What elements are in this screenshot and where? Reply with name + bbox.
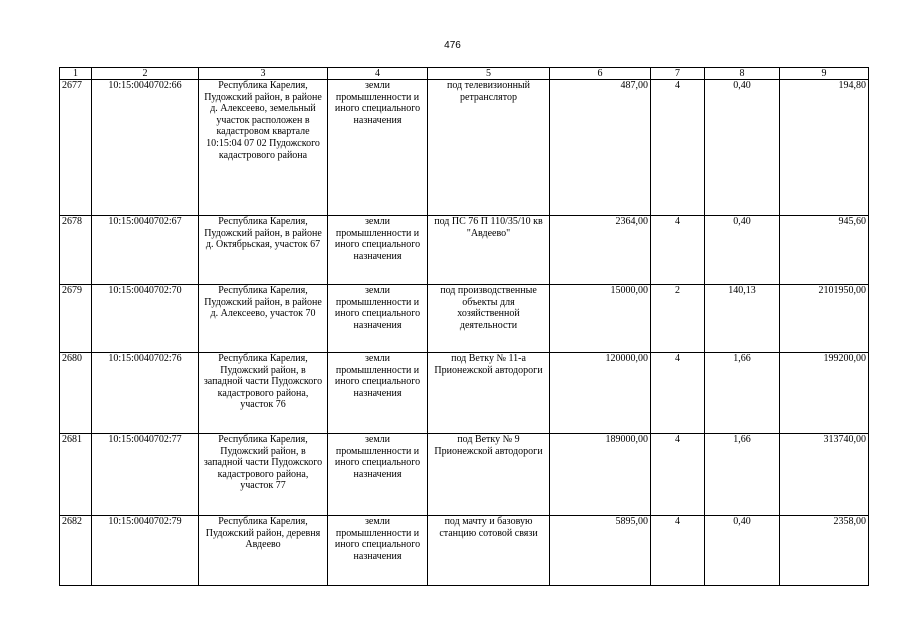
area: 189000,00 (550, 434, 651, 516)
land-category: земли промышленности и иного специального назначения (328, 434, 428, 516)
page-number: 476 (444, 40, 461, 51)
column-8-value: 140,13 (705, 285, 780, 353)
column-header-5: 5 (428, 68, 550, 80)
column-header-1: 1 (60, 68, 92, 80)
cadastral-number: 10:15:0040702:67 (92, 216, 199, 285)
permitted-use: под телевизионный ретранслятор (428, 80, 550, 216)
cadastral-number: 10:15:0040702:79 (92, 516, 199, 586)
row-number: 2681 (60, 434, 92, 516)
area: 15000,00 (550, 285, 651, 353)
column-7-value: 4 (651, 216, 705, 285)
table-row (60, 516, 869, 586)
column-8-value: 0,40 (705, 216, 780, 285)
land-category: земли промышленности и иного специального назначения (328, 516, 428, 586)
area: 120000,00 (550, 353, 651, 434)
column-7-value: 4 (651, 80, 705, 216)
column-8-value: 1,66 (705, 353, 780, 434)
column-header-3: 3 (199, 68, 328, 80)
column-8-value: 1,66 (705, 434, 780, 516)
column-header-7: 7 (651, 68, 705, 80)
column-9-value: 313740,00 (780, 434, 869, 516)
column-9-value: 2358,00 (780, 516, 869, 586)
row-number: 2679 (60, 285, 92, 353)
row-number: 2680 (60, 353, 92, 434)
table-row (60, 216, 869, 285)
column-7-value: 4 (651, 434, 705, 516)
permitted-use: под Ветку № 11-а Прионежской автодороги (428, 353, 550, 434)
column-8-value: 0,40 (705, 516, 780, 586)
column-9-value: 194,80 (780, 80, 869, 216)
land-registry-table (59, 67, 869, 586)
address: Республика Карелия, Пудожский район, в районе д. Алексеево, участок 70 (199, 285, 328, 353)
row-number: 2677 (60, 80, 92, 216)
table-row (60, 80, 869, 216)
address: Республика Карелия, Пудожский район, в районе д. Октябрьская, участок 67 (199, 216, 328, 285)
permitted-use: под Ветку № 9 Прионежской автодороги (428, 434, 550, 516)
area: 487,00 (550, 80, 651, 216)
permitted-use: под мачту и базовую станцию сотовой связи (428, 516, 550, 586)
column-7-value: 4 (651, 353, 705, 434)
cadastral-number: 10:15:0040702:66 (92, 80, 199, 216)
land-category: земли промышленности и иного специального назначения (328, 353, 428, 434)
address: Республика Карелия, Пудожский район, в районе д. Алексеево, земельный участок расположен в кадастровом квартале 10:15:04 07 02 Пудожского кадастрового района (199, 80, 328, 216)
land-category: земли промышленности и иного специального назначения (328, 285, 428, 353)
column-7-value: 2 (651, 285, 705, 353)
column-9-value: 2101950,00 (780, 285, 869, 353)
header-row (60, 68, 869, 80)
column-9-value: 199200,00 (780, 353, 869, 434)
column-header-2: 2 (92, 68, 199, 80)
column-9-value: 945,60 (780, 216, 869, 285)
land-category: земли промышленности и иного специального назначения (328, 80, 428, 216)
row-number: 2678 (60, 216, 92, 285)
cadastral-number: 10:15:0040702:70 (92, 285, 199, 353)
area: 2364,00 (550, 216, 651, 285)
column-7-value: 4 (651, 516, 705, 586)
column-header-6: 6 (550, 68, 651, 80)
table-row (60, 353, 869, 434)
table-row (60, 285, 869, 353)
land-category: земли промышленности и иного специального назначения (328, 216, 428, 285)
address: Республика Карелия, Пудожский район, в западной части Пудожского кадастрового района, участок 76 (199, 353, 328, 434)
column-8-value: 0,40 (705, 80, 780, 216)
row-number: 2682 (60, 516, 92, 586)
address: Республика Карелия, Пудожский район, деревня Авдеево (199, 516, 328, 586)
column-header-4: 4 (328, 68, 428, 80)
cadastral-number: 10:15:0040702:77 (92, 434, 199, 516)
permitted-use: под производственные объекты для хозяйственной деятельности (428, 285, 550, 353)
table-row (60, 434, 869, 516)
cadastral-number: 10:15:0040702:76 (92, 353, 199, 434)
area: 5895,00 (550, 516, 651, 586)
permitted-use: под ПС 76 П 110/35/10 кв "Авдеево" (428, 216, 550, 285)
column-header-9: 9 (780, 68, 869, 80)
column-header-8: 8 (705, 68, 780, 80)
address: Республика Карелия, Пудожский район, в западной части Пудожского кадастрового района, участок 77 (199, 434, 328, 516)
